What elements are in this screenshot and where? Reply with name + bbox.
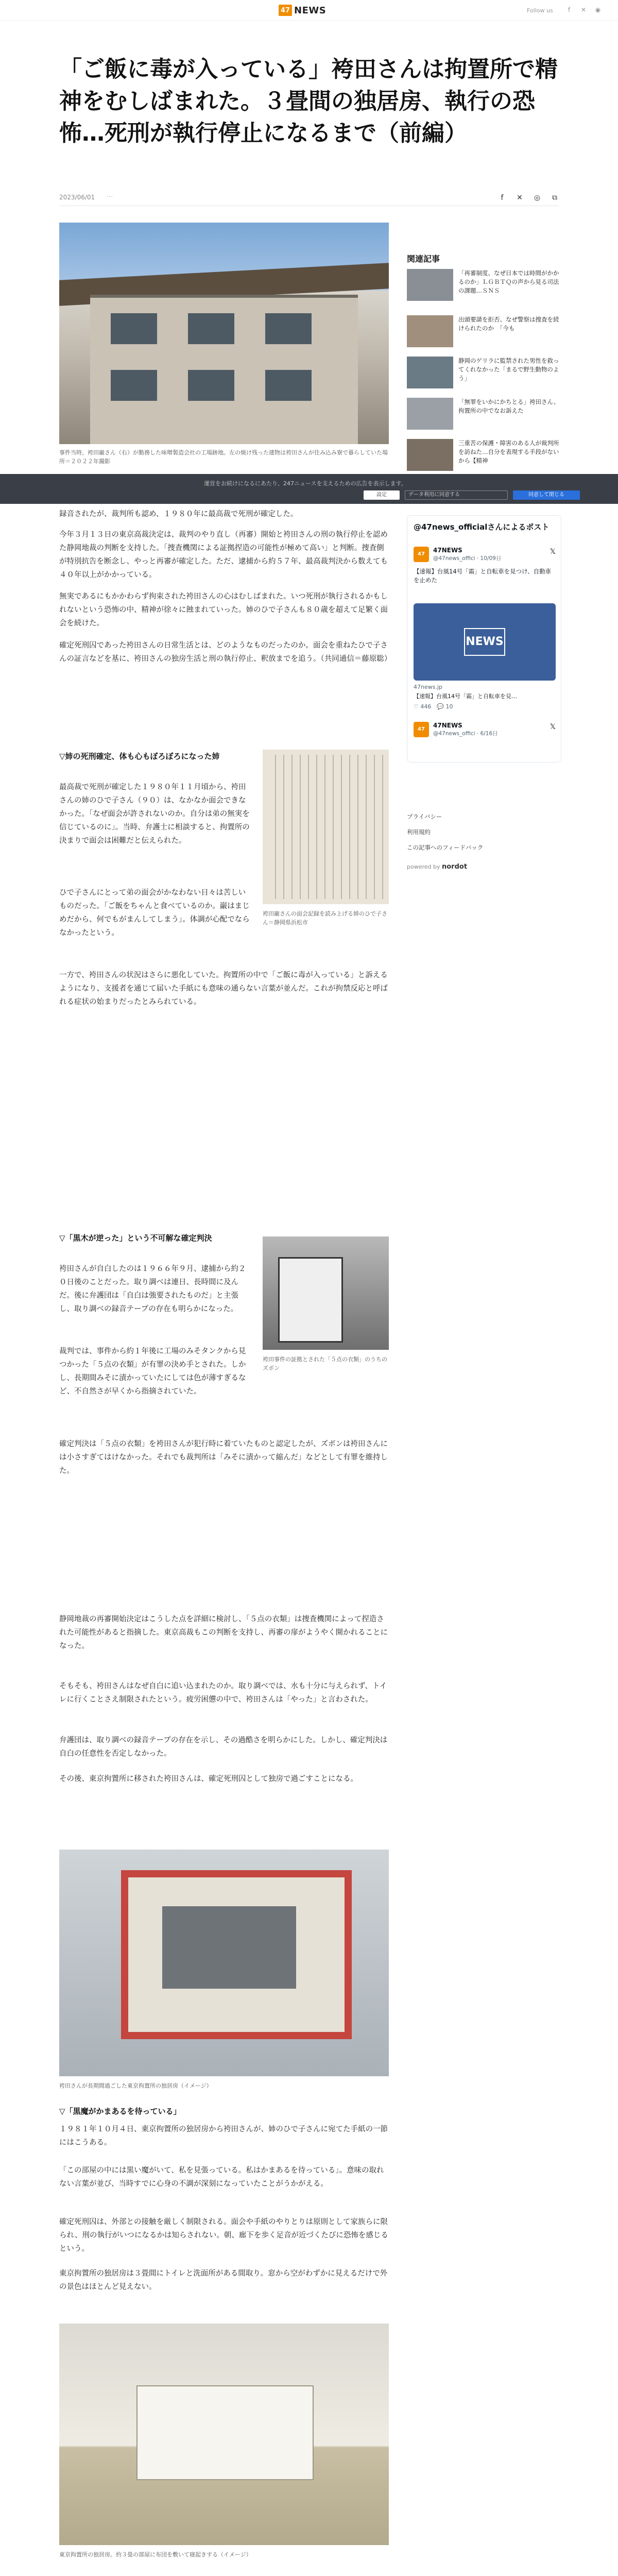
room-photo	[59, 2324, 389, 2545]
related-articles-heading: 関連記事	[407, 254, 440, 264]
card-domain: 47news.jp	[414, 684, 442, 690]
related-article[interactable]	[407, 439, 561, 480]
ad-bar-text: 運営をお続けになるにあたり、247ニュースを支えるための広告を表示します。	[204, 480, 407, 487]
paragraph: 袴田さんが自白したのは１９６６年９月、逮捕から約２０日後のことだった。取り調べは連日、長時間に及んだ。後に弁護団は「自白は強要されたものだ」と主張し、取り調べの録音テープの存在も明らかになった。	[59, 1265, 246, 1313]
figure-caption: 袴田さんが長期間過ごした東京拘置所の独居房（イメージ）	[59, 2082, 212, 2089]
twitter-embed	[407, 515, 561, 762]
tweet-link-card[interactable]	[414, 603, 556, 681]
related-article[interactable]	[407, 357, 561, 398]
related-thumbnail	[407, 439, 453, 471]
site-header	[0, 0, 618, 21]
x-share-icon[interactable]: ✕	[517, 194, 523, 202]
paragraph: 録音されたが、裁判所も認め、１９８０年に最高裁で死刑が確定した。	[59, 510, 298, 518]
settings-button[interactable]: 設定	[364, 490, 400, 500]
logo-text: NEWS	[294, 5, 327, 16]
tweet-handle: @47news_offici · 10/09日	[433, 555, 502, 562]
twitter-embed-title: @47news_officialさんによるポスト	[414, 522, 550, 532]
figure-caption: 袴田事件の証拠とされた「５点の衣類」のうちのズボン	[263, 1356, 387, 1371]
figure-caption: 東京拘置所の独居房。約３畳の部屋に布団を敷いて寝起きする（イメージ）	[59, 2551, 252, 2558]
feedback-link[interactable]: この記事へのフィードバック	[407, 844, 484, 851]
related-title: 「再審制度、なぜ日本では時間がかかるのか」ＬＧＢＴＱの声から見る司法の課題…ＳＮＳ	[458, 269, 559, 294]
related-thumbnail	[407, 269, 453, 301]
paragraph: ひで子さんにとって弟の面会がかなわない日々は苦しいものだった。「ご飯をちゃんと食べているのか。巌はまじめだから、何でもがまんしてしまう」。体調が心配でならなかったという。	[59, 889, 250, 937]
evidence-photo	[263, 1236, 389, 1350]
paragraph: 弁護団は、取り調べの録音テープの存在を示し、その過酷さを明らかにした。しかし、確定判決は自白の任意性を否定しなかった。	[59, 1736, 388, 1758]
figure-caption: 袴田巌さんの面会記録を読み上げる姉のひで子さん＝静岡県浜松市	[263, 910, 387, 926]
tweet-engagement: ♡ 446 💬 10	[414, 703, 453, 710]
sidebar-footer-links	[407, 809, 483, 855]
related-title: 「無罪をいかにかちとる」袴田さん、拘置所の中でなお訴えた	[458, 398, 560, 414]
link-copy-icon[interactable]: ⧉	[552, 194, 557, 202]
article-title: 「ご飯に毒が入っている」袴田さんは拘置所で精神をむしばまれた。３畳間の独居房、執行の恐怖…死刑が執行停止になるまで（前編）	[59, 56, 558, 146]
paragraph: その後、東京拘置所に移された袴田さんは、確定死刑囚として独房で過ごすことになる。	[59, 1775, 358, 1783]
tweet[interactable]	[414, 547, 556, 598]
related-title: 三重苦の保護・障害のある人が裁判所を訪ねた…自分を表現する手段がないから【精神	[458, 439, 559, 464]
article-date: 2023/06/01	[59, 194, 95, 201]
powered-label: powered by	[407, 863, 440, 870]
paragraph: １９８１年１０月４日、東京拘置所の独居房から袴田さんが、姉のひで子さんに宛てた手紙の一節にはこうある。	[59, 2125, 388, 2147]
section-heading: ▽姉の死刑確定、体も心もぼろぼろになった姉	[59, 752, 220, 761]
card-logo: NEWS	[464, 628, 505, 656]
related-article[interactable]	[407, 398, 561, 439]
line-share-icon[interactable]: ◎	[534, 194, 541, 202]
tweet[interactable]	[414, 722, 556, 742]
hero-image	[59, 223, 389, 444]
section-heading: ▽「黒魔がかまあるを待っている」	[59, 2107, 181, 2116]
paragraph: 今年３月１３日の東京高裁決定は、裁判のやり直し（再審）開始と袴田さんの刑の執行停止を認めた静岡地裁の判断を支持した。「捜査機関による証拠捏造の可能性が極めて高い」と判断。捜査側が特別抗告を断念し、やっと再審が確定した。ただ、逮捕から約５７年、最高裁判決から数えても４０年以上がかかっている。	[59, 531, 388, 579]
related-title: 静岡のゲリラに監禁された男性を救ってくれなかった「まるで野生動物のよう」	[458, 357, 559, 382]
cell-photo	[59, 1850, 389, 2076]
paragraph: 裁判では、事件から約１年後に工場のみそタンクから見つかった「５点の衣類」が有罪の決め手とされた。しかし、長期間みそに漬かっていたにしては色が薄すぎるなど、不自然さが早くから指摘されていた。	[59, 1347, 246, 1396]
share-buttons	[498, 194, 559, 202]
related-title: 出頭要請を拒否、なぜ警察は捜査を続けられたのか 「今も	[458, 316, 559, 332]
tweet-text: 【速報】台風14号「霜」と自転車を見つけ、自動車を止めた	[414, 568, 552, 584]
header-social-icons	[565, 6, 602, 13]
paragraph: そもそも、袴田さんはなぜ自白に追い込まれたのか。取り調べでは、水も十分に与えられず、トイレに行くことさえ制限されたという。疲労困憊の中で、袴田さんは「やった」と言わされた。	[59, 1682, 387, 1704]
tweet-handle: @47news_offici · 6/16日	[433, 731, 498, 737]
section-heading: ▽「黒木が逆った」という不可解な確定判決	[59, 1233, 212, 1243]
card-title: 【速報】台風14号「霜」と自転車を見…	[414, 693, 517, 700]
hero-caption: 事件当時、袴田巌さん（右）が勤務した味噌製造会社の工場跡地。左の焼け残った建物は袴田さんが住み込み寮で暮らしていた場所＝２０２２年撮影	[59, 449, 388, 465]
related-article[interactable]	[407, 315, 561, 357]
follow-us-label: Follow us	[527, 7, 553, 14]
paragraph: 無実であるにもかかわらず拘束された袴田さんの心はむしばまれた。いつ死刑が執行されるかもしれないという恐怖の中、精神が徐々に蝕まれていった。姉のひで子さんも８０歳を超えて足繁く面会を続けた。	[59, 592, 388, 628]
related-thumbnail	[407, 315, 453, 347]
related-article[interactable]	[407, 269, 561, 310]
related-thumbnail	[407, 398, 453, 430]
terms-link[interactable]: 利用規約	[407, 828, 431, 836]
accept-close-button[interactable]: 同意して閉じる	[513, 490, 580, 500]
privacy-link[interactable]: プライバシー	[407, 813, 442, 820]
site-logo[interactable]	[279, 4, 326, 16]
consent-data-button[interactable]: データ利用に同意する	[405, 490, 508, 500]
article-meta-row	[59, 194, 559, 206]
tweet-author: 47NEWS	[433, 547, 462, 554]
x-logo-icon: 𝕏	[550, 548, 556, 556]
paragraph: 最高裁で死刑が確定した１９８０年１１月頃から、袴田さんの姉のひで子さん（９０）は、なかなか面会できなかった。「なぜ面会が許されないのか。自分は弟の無実を信じているのに」。当時、弁護士に相談すると、拘置所の決まりで面会は困難だと伝えられた。	[59, 783, 250, 845]
paragraph: 確定死刑囚は、外部との接触を厳しく制限される。面会や手紙のやりとりは原則として家族らに限られ、刑の執行がいつになるかは知らされない。朝、廊下を歩く足音が近づくたびに恐怖を感じるという。	[59, 2218, 388, 2253]
facebook-icon[interactable]: f	[568, 6, 571, 13]
paragraph: 静岡地裁の再審開始決定はこうした点を詳細に検討し、「５点の衣類」は捜査機関によって捏造された可能性があると指摘した。東京高裁もこの判断を支持し、再審の扉がようやく開かれることになった。	[59, 1615, 388, 1650]
powered-brand[interactable]: nordot	[442, 863, 468, 871]
tweet-avatar: 47	[414, 722, 429, 737]
more-icon[interactable]: ⋯	[107, 193, 113, 200]
paragraph: 確定死刑囚であった袴田さんの日常生活とは、どのようなものだったのか。面会を重ねたひで子さんの証言などを基に、袴田さんの独房生活と刑の執行停止、釈放までを追う。（共同通信＝藤原聡）	[59, 641, 392, 663]
x-icon[interactable]: ✕	[580, 6, 587, 13]
paragraph: 「この部屋の中には黒い魔がいて、私を見張っている。私はかまあるを待っている」。意味の取れない言葉が並び、当時すでに心身の不調が深刻になっていたことがうかがえる。	[59, 2166, 384, 2188]
x-logo-icon: 𝕏	[550, 723, 556, 731]
document-photo	[263, 750, 389, 904]
paragraph: 一方で、袴田さんの状況はさらに悪化していた。拘置所の中で「ご飯に毒が入っている」と訴えるようになり、支援者を通じて届いた手紙にも意味の通らない言葉が並んだ。これが拘禁反応と呼ばれる症状の始まりだったとみられている。	[59, 971, 388, 1006]
facebook-share-icon[interactable]: f	[501, 194, 504, 202]
powered-by	[407, 863, 467, 871]
related-thumbnail	[407, 357, 453, 388]
paragraph: 確定判決は「５点の衣類」を袴田さんが犯行時に着ていたものと認定したが、ズボンは袴田さんには小さすぎてはけなかった。それでも裁判所は「みそに漬かって縮んだ」などとして有罪を維持した。	[59, 1440, 388, 1475]
tweet-avatar: 47	[414, 547, 429, 562]
rss-icon[interactable]: ◉	[595, 6, 601, 13]
logo-mark: 47	[279, 5, 292, 16]
tweet-author: 47NEWS	[433, 722, 462, 729]
paragraph: 東京拘置所の独居房は３畳間にトイレと洗面所がある間取り。窓から空がわずかに見えるだけで外の景色はほとんど見えない。	[59, 2269, 388, 2291]
